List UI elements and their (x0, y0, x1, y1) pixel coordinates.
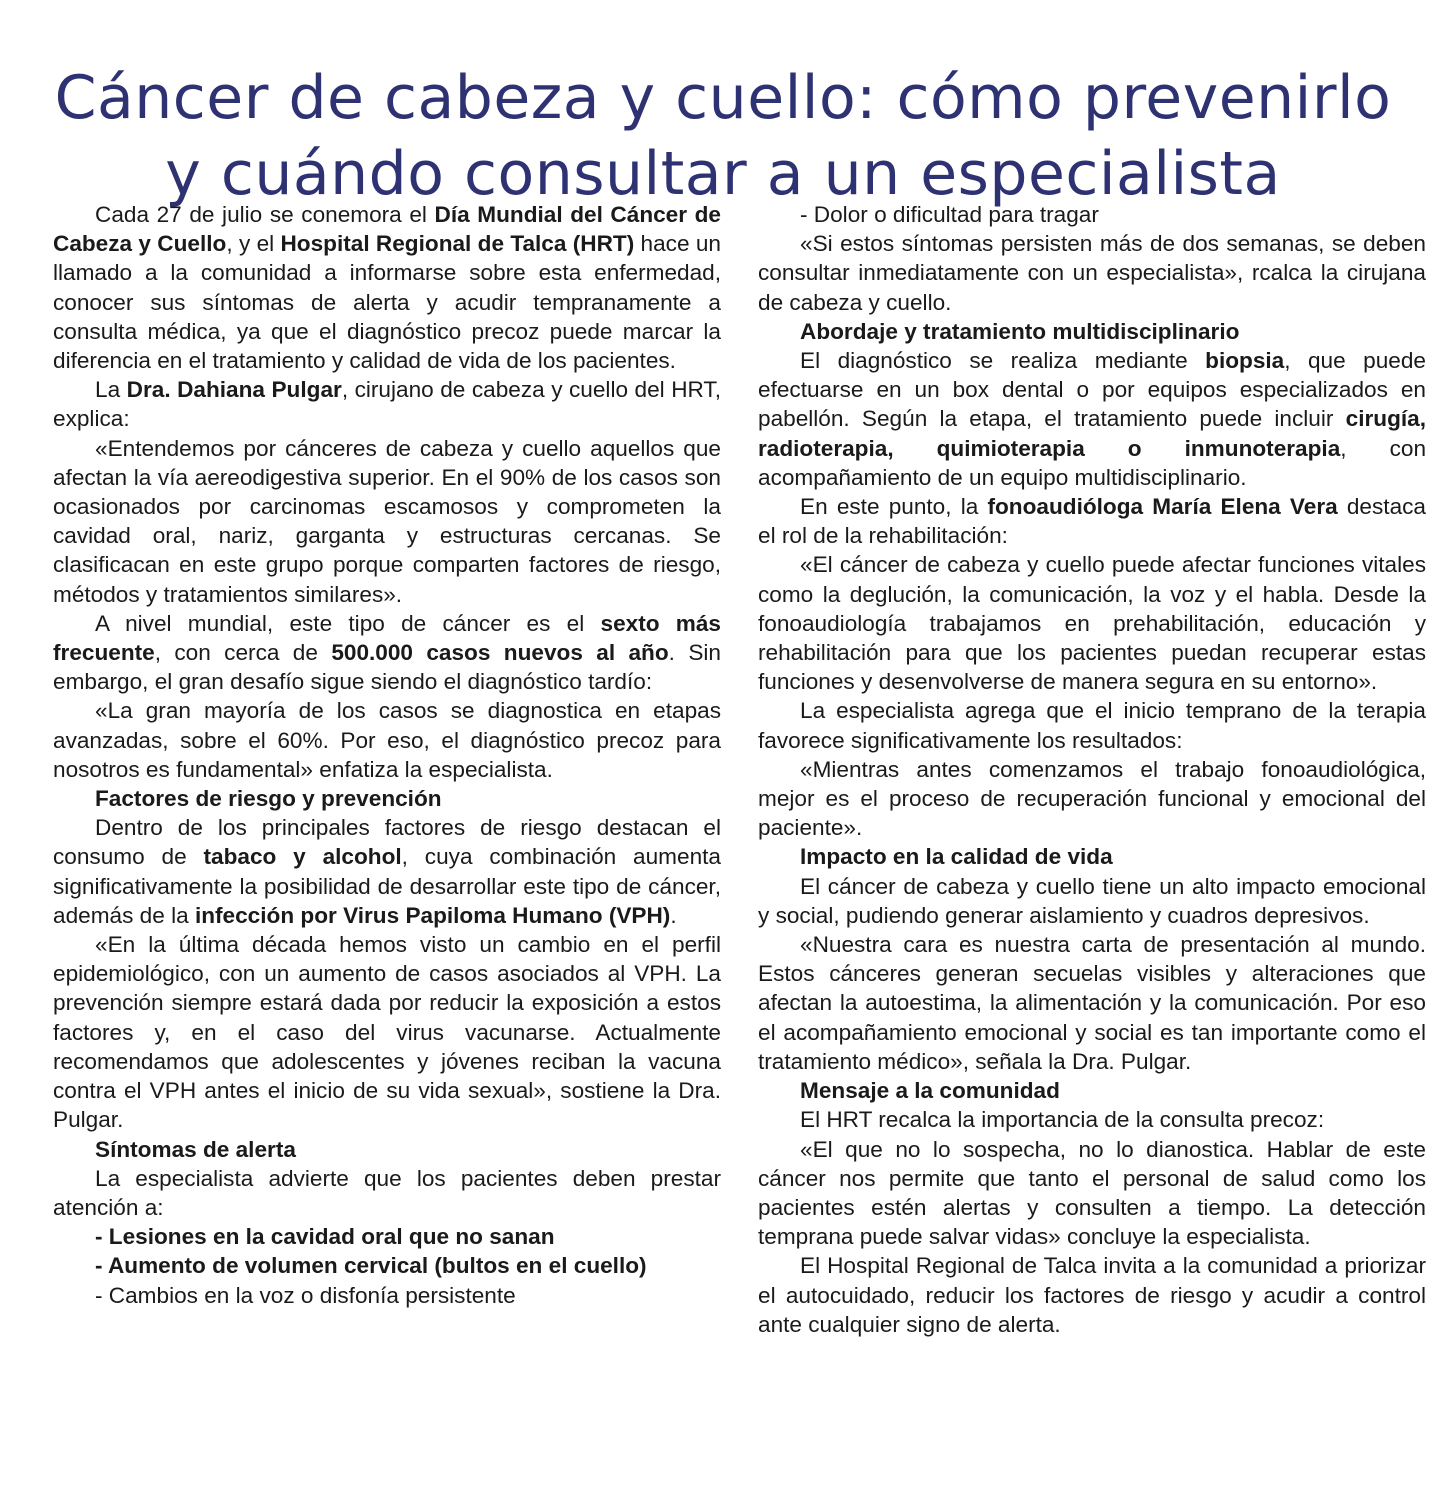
headline-line-2: y cuándo consultar a un especialista (165, 139, 1281, 210)
paragraph-risk-factors: Dentro de los principales factores de riesgo destacan el consumo de tabaco y alcohol, cuya combinación aumenta significativamente la posibilidad de desarrollar este tipo de cáncer, además de la infección por Virus Papiloma Humano (VPH). (53, 815, 721, 928)
paragraph-symptoms-intro: La especialista advierte que los pacientes deben prestar atención a: (53, 1165, 721, 1220)
quote-face: «Nuestra cara es nuestra carta de presentación al mundo. Estos cánceres generan secuelas visibles y alteraciones que afectan la autoestima, la alimentación y la comunicación. Por eso el acompañamiento emocional y social es tan importante como el tratamiento médico», señala la Dra. Pulgar. (758, 932, 1426, 1074)
left-column (53, 200, 721, 1310)
paragraph-intro: Cada 27 de julio se conemora el Día Mundial del Cáncer de Cabeza y Cuello, y el Hospital Regional de Talca (HRT) hace un llamado a la comunidad a informarse sobre esta enfermedad, conocer sus síntomas de alerta y acudir tempranamente a consulta médica, ya que el diagnóstico precoz puede marcar la diferencia en el tratamiento y calidad de vida de los pacientes. (53, 202, 721, 374)
quote-definition: «Entendemos por cánceres de cabeza y cuello aquellos que afectan la vía aereodigestiva superior. En el 90% de los casos son ocasionados por carcinomas escamosos y comprometen la cavidad oral, nariz, garganta y estructuras cercanas. Se clasificacan en este grupo porque comparten factores de riesgo, métodos y tratamientos similares». (53, 435, 721, 607)
paragraph-doctor: La Dra. Dahiana Pulgar, cirujano de cabeza y cuello del HRT, explica: (53, 377, 721, 432)
symptom-item: - Aumento de volumen cervical (bultos en el cuello) (95, 1253, 647, 1279)
paragraph-early-therapy: La especialista agrega que el inicio temprano de la terapia favorece significativamente los resultados: (758, 698, 1426, 753)
heading-quality-of-life: Impacto en la calidad de vida (800, 844, 1113, 870)
quote-consult: «Si estos síntomas persisten más de dos semanas, se deben consultar inmediatamente con un especialista», rcalca la cirujana de cabeza y cuello. (758, 231, 1426, 315)
heading-risk-factors: Factores de riesgo y prevención (95, 786, 442, 812)
quote-rehabilitation: «El cáncer de cabeza y cuello puede afectar funciones vitales como la deglución, la comunicación, la voz y el habla. Desde la fonoaudiología trabajamos en prehabilitación, educación y rehabilitación para que los pacientes puedan recuperar estas funciones y desenvolverse de manera segura en su entorno». (758, 552, 1426, 695)
paragraph-speech-therapist: En este punto, la fonoaudióloga María Elena Vera destaca el rol de la rehabilitación: (758, 494, 1427, 549)
quote-diagnosis: «La gran mayoría de los casos se diagnostica en etapas avanzadas, sobre el 60%. Por eso, el diagnóstico precoz para nosotros es fundamental» enfatiza la especialista. (53, 698, 721, 782)
paragraph-statistics: A nivel mundial, este tipo de cáncer es el sexto más frecuente, con cerca de 500.000 casos nuevos al año. Sin embargo, el gran desafío sigue siendo el diagnóstico tardío: (53, 610, 721, 695)
quote-early-therapy: «Mientras antes comenzamos el trabajo fonoaudiológica, mejor es el proceso de recuperación funcional y emocional del paciente». (758, 756, 1426, 841)
symptom-item: - Lesiones en la cavidad oral que no sanan (95, 1224, 555, 1250)
paragraph-impact: El cáncer de cabeza y cuello tiene un alto impacto emocional y social, pudiendo generar aislamiento y cuadros depresivos. (758, 873, 1426, 928)
headline-line-1: Cáncer de cabeza y cuello: cómo prevenirlo (54, 63, 1392, 134)
right-column (758, 200, 1426, 1339)
paragraph-closing: El Hospital Regional de Talca invita a la comunidad a priorizar el autocuidado, reducir los factores de riesgo y acudir a control ante cualquier signo de alerta. (758, 1253, 1426, 1337)
article-headline (30, 60, 1416, 212)
heading-treatment: Abordaje y tratamiento multidisciplinario (800, 318, 1240, 344)
symptom-item: - Dolor o dificultad para tragar (800, 202, 1099, 227)
quote-prevention: «En la última década hemos visto un cambio en el perfil epidemiológico, con un aumento de casos asociados al VPH. La prevención siempre estará dada por reducir la exposición a estos factores y, en el caso del virus vacunarse. Actualmente recomendamos que adolescentes y jóvenes reciban la vacuna contra el VPH antes el inicio de su vida sexual», sostiene la Dra. Pulgar. (53, 932, 721, 1133)
paragraph-early-consult: El HRT recalca la importancia de la consulta precoz: (800, 1107, 1325, 1133)
heading-community-message: Mensaje a la comunidad (800, 1078, 1060, 1104)
symptom-item: - Cambios en la voz o disfonía persistente (95, 1282, 516, 1308)
quote-detection: «El que no lo sospecha, no lo dianostica. Hablar de este cáncer nos permite que tanto el personal de salud como los pacientes estén alertas y consulten a tiempo. La detección temprana puede salvar vidas» concluye la especialista. (758, 1136, 1426, 1250)
heading-warning-symptoms: Síntomas de alerta (95, 1136, 296, 1162)
paragraph-treatment: El diagnóstico se realiza mediante biopsia, que puede efectuarse en un box dental o por equipos especializados en pabellón. Según la etapa, el tratamiento puede incluir cirugía, radioterapia, quimioterapia o inmunoterapia, con acompañamiento de un equipo multidisciplinario. (758, 348, 1427, 490)
